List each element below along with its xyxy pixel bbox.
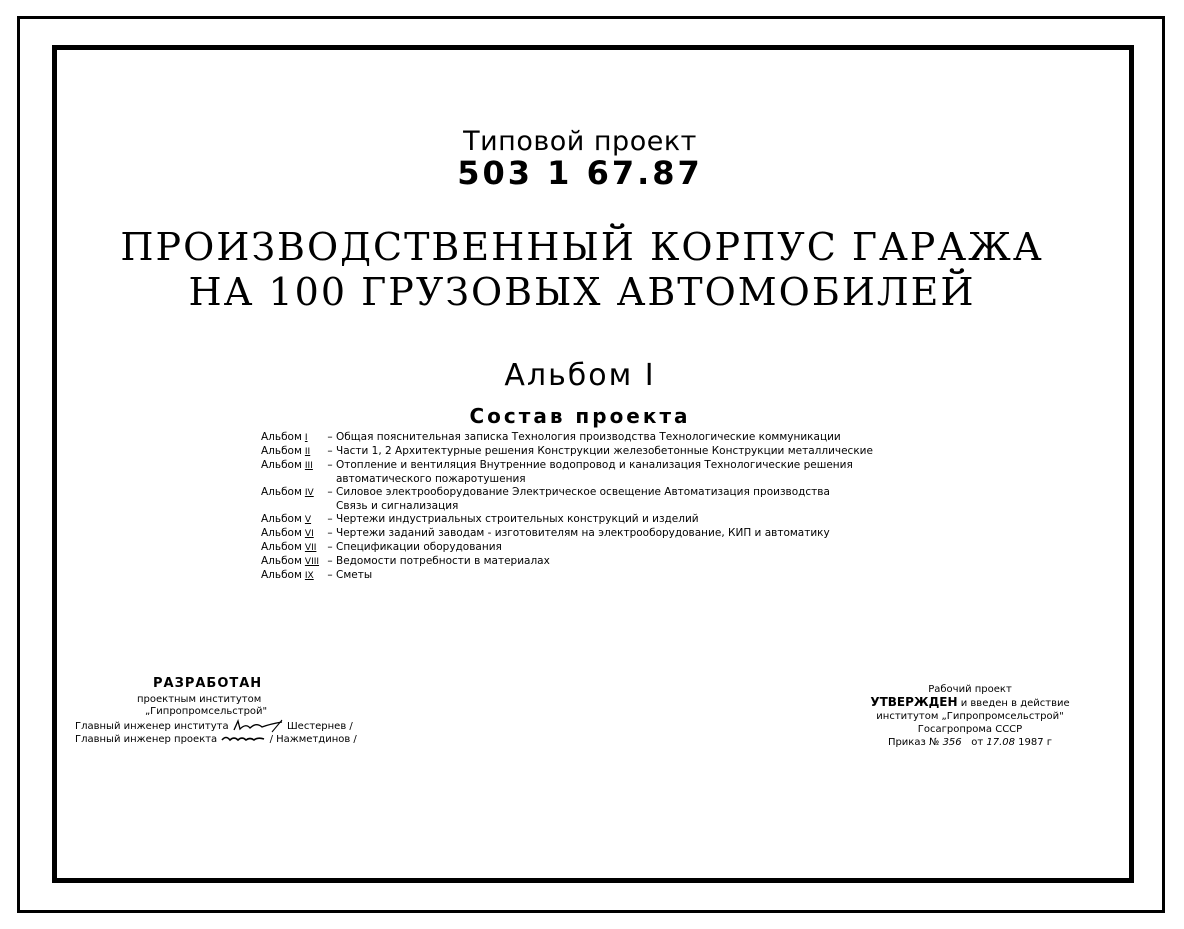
chief-engineer-name: Шестернев / (286, 720, 353, 732)
approved-line-4: Госагропрома СССР (917, 724, 1023, 735)
list-item: Альбом IV – Силовое электрооборудование Электрическое освещение Автоматизация производства (261, 486, 830, 498)
developed-block (75, 678, 375, 747)
list-item: Альбом I – Общая пояснительная записка Технология производства Технологические коммуникации (261, 431, 841, 443)
developed-line-2: „Гипропромсельстрой" (145, 706, 268, 717)
chief-engineer-row (75, 719, 375, 734)
chief-engineer-label: Главный инженер института (75, 720, 229, 732)
composition-list (261, 431, 921, 583)
approved-line-3: институтом „Гипропромсельстрой" (876, 711, 1064, 722)
list-item: Альбом IX – Сметы (261, 569, 373, 581)
project-engineer-row (75, 733, 375, 747)
list-item: Альбом VI – Чертежи заданий заводам - изготовителям на электрооборудование, КИП и автоматику (261, 527, 830, 539)
approved-line-2: УТВЕРЖДЕН и введен в действие (870, 695, 1070, 709)
list-item: Альбом II – Части 1, 2 Архитектурные решения Конструкции железобетонные Конструкции металлические (261, 445, 873, 457)
project-number: 503 1 67.87 (457, 154, 703, 192)
project-label: Типовой проект (463, 126, 697, 157)
developed-line-1: проектным институтом (137, 693, 262, 705)
list-item: Альбом VIII – Ведомости потребности в материалах (261, 555, 550, 567)
composition-heading: Состав проекта (469, 404, 691, 428)
order-date: 17.08 (986, 737, 1015, 748)
list-item: Альбом III – Отопление и вентиляция Внутренние водопровод и канализация Технологические решения (261, 459, 853, 471)
signature-icon (220, 733, 266, 745)
developed-heading: РАЗРАБОТАН (153, 676, 263, 691)
list-item-continuation: автоматического пожаротушения (336, 473, 526, 485)
project-engineer-name: / Нажметдинов / (269, 734, 357, 745)
album-label: Альбом I (504, 358, 656, 393)
list-item: Альбом VII – Спецификации оборудования (261, 541, 502, 553)
approved-line-1: Рабочий проект (928, 684, 1012, 695)
approved-block (850, 683, 1090, 749)
list-item-continuation: Связь и сигнализация (336, 500, 459, 512)
title-line-2: НА 100 ГРУЗОВЫХ АВТОМОБИЛЕЙ (188, 270, 976, 314)
title-line-1: ПРОИЗВОДСТВЕННЫЙ КОРПУС ГАРАЖА (120, 225, 1044, 269)
approved-order-row: Приказ № 356 от 17.08 1987 г (887, 737, 1053, 748)
project-engineer-label: Главный инженер проекта (75, 734, 218, 745)
signature-icon (232, 719, 284, 733)
order-number: 356 (942, 737, 962, 748)
list-item: Альбом V – Чертежи индустриальных строительных конструкций и изделий (261, 513, 699, 525)
